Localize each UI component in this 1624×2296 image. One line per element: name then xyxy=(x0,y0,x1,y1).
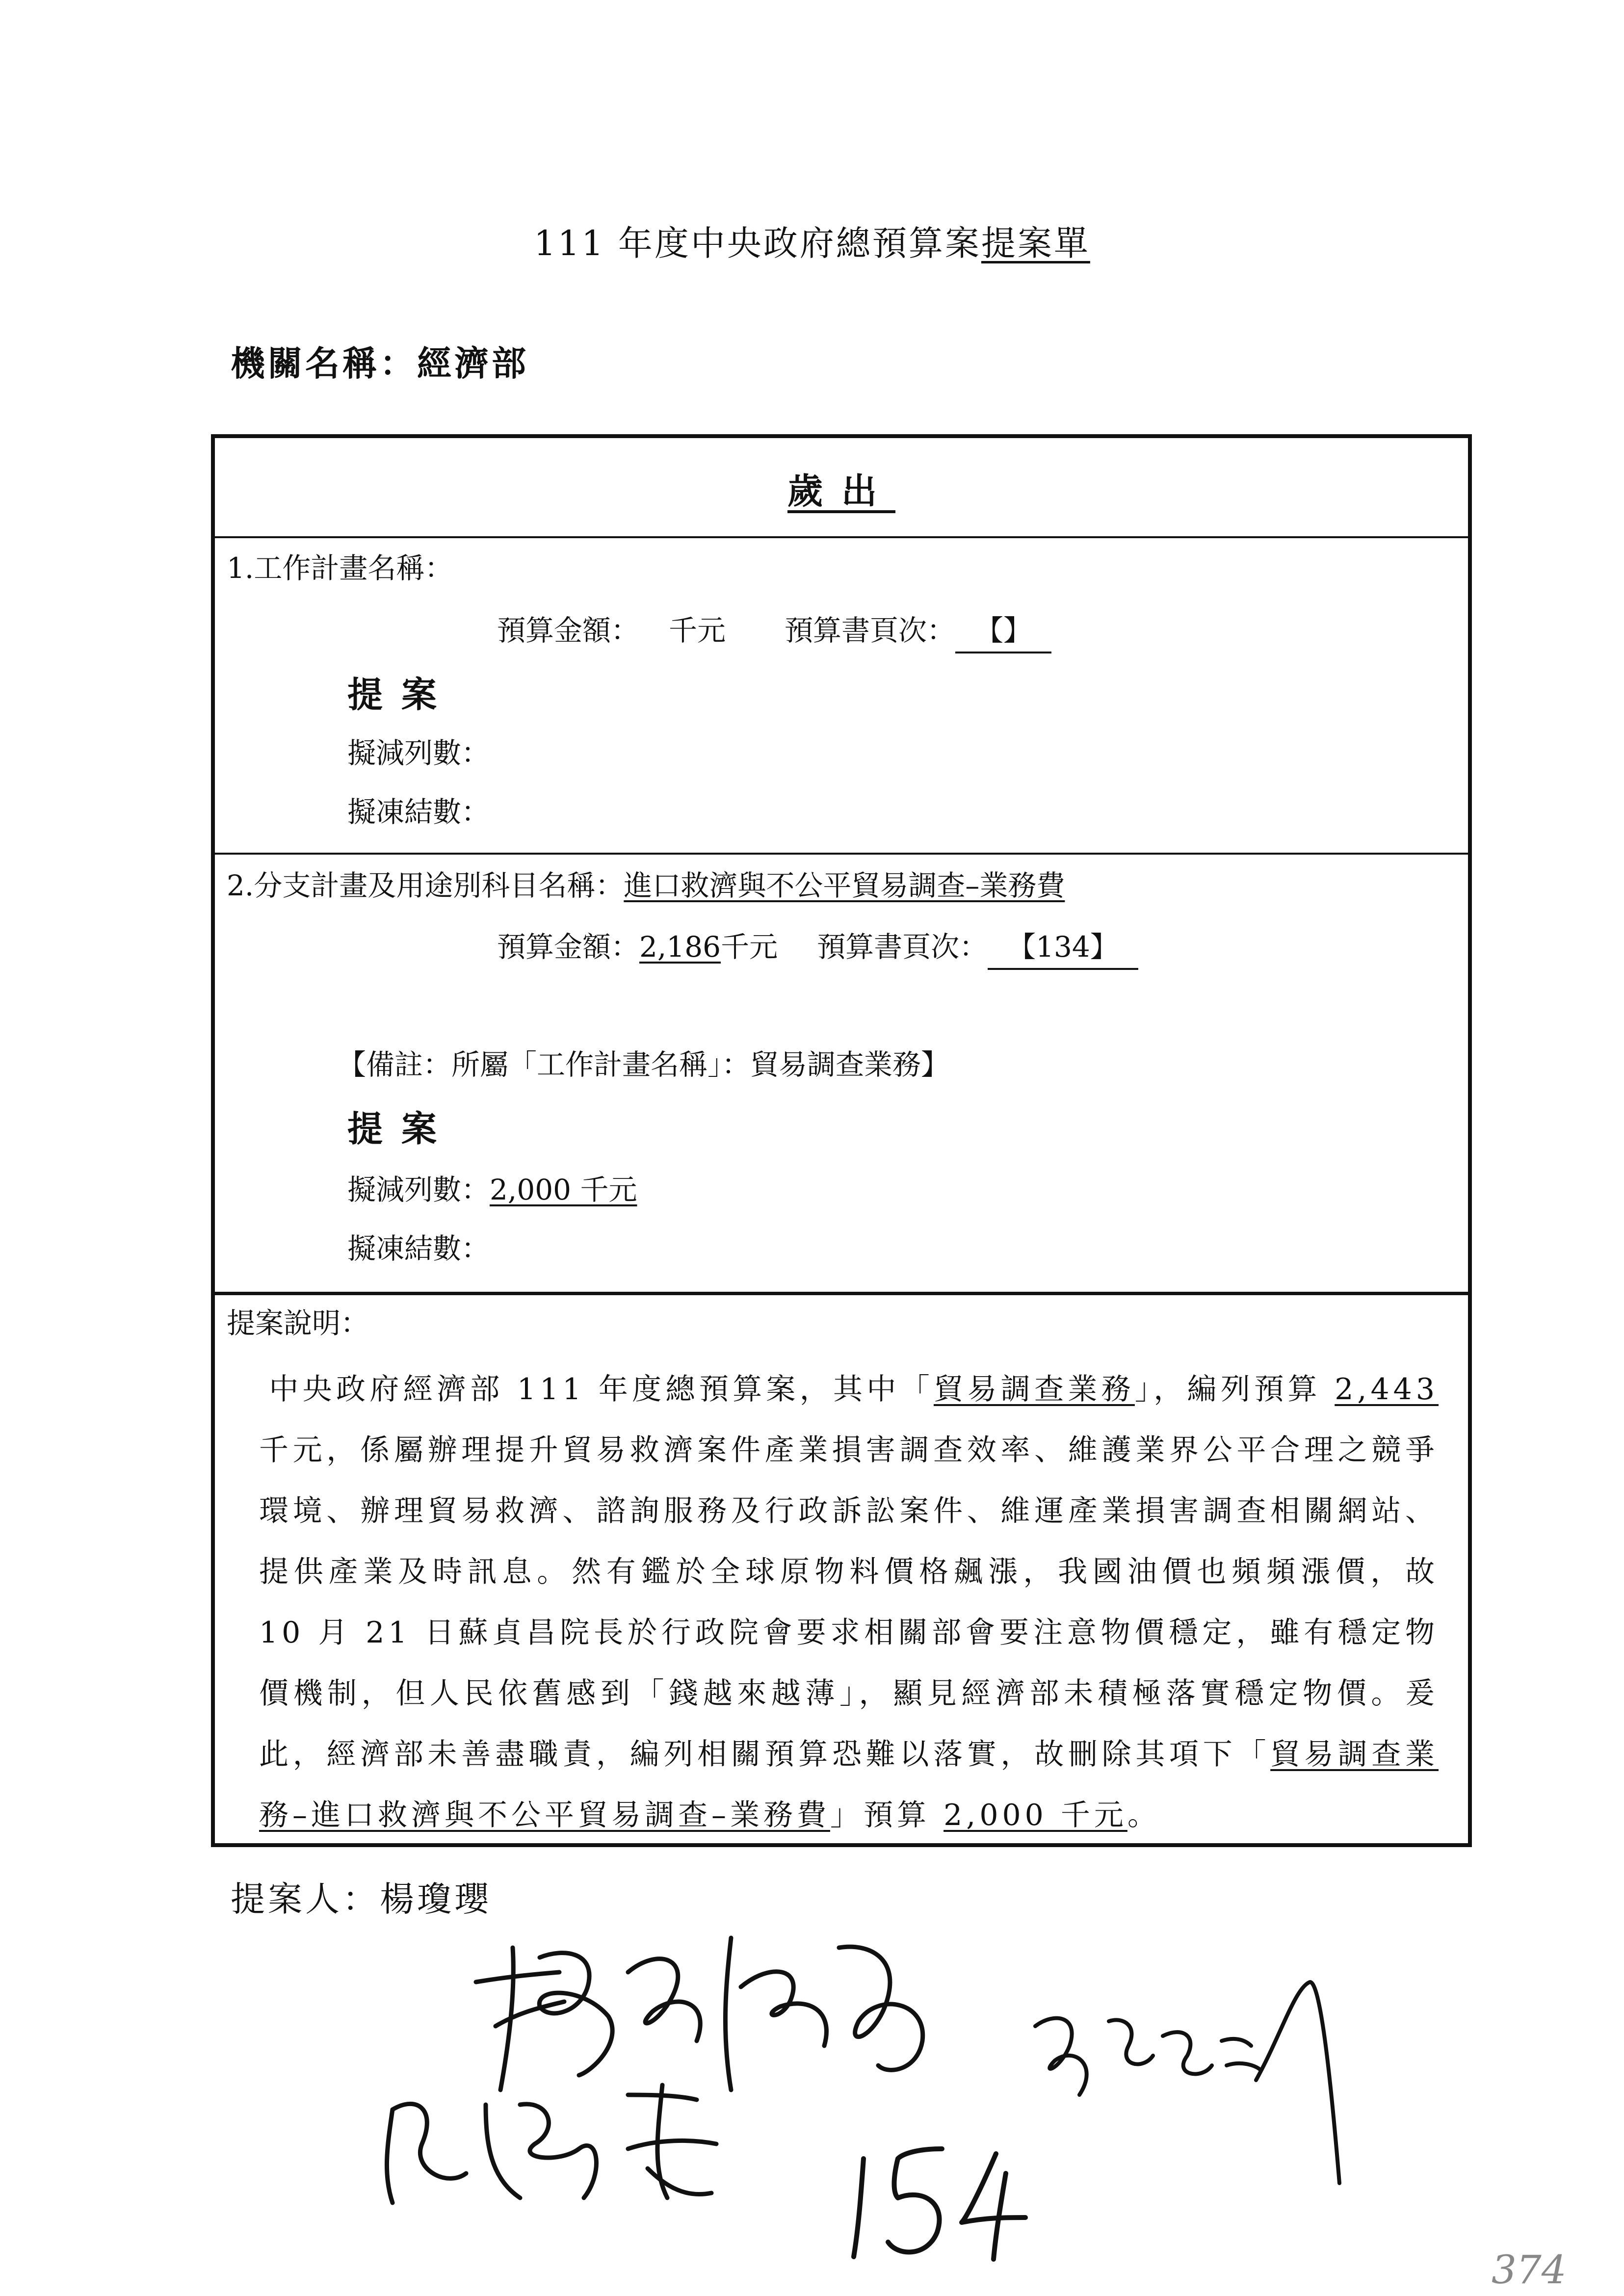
item1-reduce-label: 擬減列數： xyxy=(347,736,490,770)
proposer-name: 楊瓊瓔 xyxy=(380,1879,492,1919)
agency-line xyxy=(231,336,529,386)
item1-budget-line: 預算金額： 千元 預算書頁次： 【】 xyxy=(497,607,1051,653)
item1-freeze-label: 擬凍結數： xyxy=(347,795,490,829)
item2-freeze-label: 擬凍結數： xyxy=(347,1232,490,1265)
signature-3 xyxy=(1025,1967,1349,2193)
divider xyxy=(215,853,1468,855)
agency-name: 經濟部 xyxy=(417,343,529,384)
sub-plan-name: 進口救濟與不公平貿易調查–業務費 xyxy=(624,869,1065,902)
page-title: 111 年度中央政府總預算案提案單 xyxy=(534,223,1090,263)
item2-budget-line: 預算金額：2,186千元 預算書頁次： 【134】 xyxy=(497,924,1138,970)
handwritten-page-number xyxy=(844,2144,1030,2264)
proposal-table xyxy=(211,434,1472,1847)
item2-remark: 【備註：所屬「工作計畫名稱」：貿易調查業務】 xyxy=(338,1048,950,1081)
work-plan-name-label: 1.工作計畫名稱： xyxy=(227,551,453,585)
section-heading: 歲出 xyxy=(787,470,895,512)
proposer-line xyxy=(231,1872,492,1921)
proposer-label: 提案人： xyxy=(231,1879,380,1919)
item2-proposal-label: 提案 xyxy=(347,1108,456,1149)
signature-2 xyxy=(373,2075,746,2213)
item2-reduce-value: 2,000 千元 xyxy=(490,1173,637,1206)
explanation-text: 中央政府經濟部 111 年度總預算案，其中「貿易調查業務」，編列預算 2,443千元，係屬辦理提升貿易救濟案件產業損害調查效率、維護業界公平合理之競爭環境、辦理貿易救濟、諮詢服務及行政訴訟案件、維運產業損害調查相關網站、提供產業及時訊息。然有鑑於全球原物料價格飆漲，我國油價也頻頻漲價，故 10 月 21 日蘇貞昌院長於行政院會要求相關部會要注意物價穩定，雖有穩定物價機制，但人民依舊感到「錢越來越薄」，顯見經濟部未積極落實穩定物價。爰此，經濟部未善盡職責，編列相關預算恐難以落實，故刪除其項下「貿易調查業務–進口救濟與不公平貿易調查–業務費」預算 2,000 千元。 xyxy=(259,1372,1439,1832)
sub-plan-line: 2.分支計畫及用途別科目名稱：進口救濟與不公平貿易調查–業務費 xyxy=(227,869,1065,902)
corner-page-number: 374 xyxy=(1492,2247,1567,2293)
item2-page-value: 【134】 xyxy=(988,924,1138,970)
explanation-label: 提案說明： xyxy=(227,1306,369,1340)
item2-reduce-line: 擬減列數：2,000 千元 xyxy=(347,1173,637,1206)
handwritten-154 xyxy=(844,2144,1030,2262)
item1-proposal-label: 提案 xyxy=(347,674,456,715)
divider xyxy=(215,1292,1468,1295)
divider xyxy=(215,536,1468,538)
item2-budget-value: 2,186 xyxy=(639,930,721,964)
agency-label: 機關名稱： xyxy=(231,343,417,384)
item1-page-value: 【】 xyxy=(955,607,1051,653)
explanation-section xyxy=(215,1295,1468,1843)
